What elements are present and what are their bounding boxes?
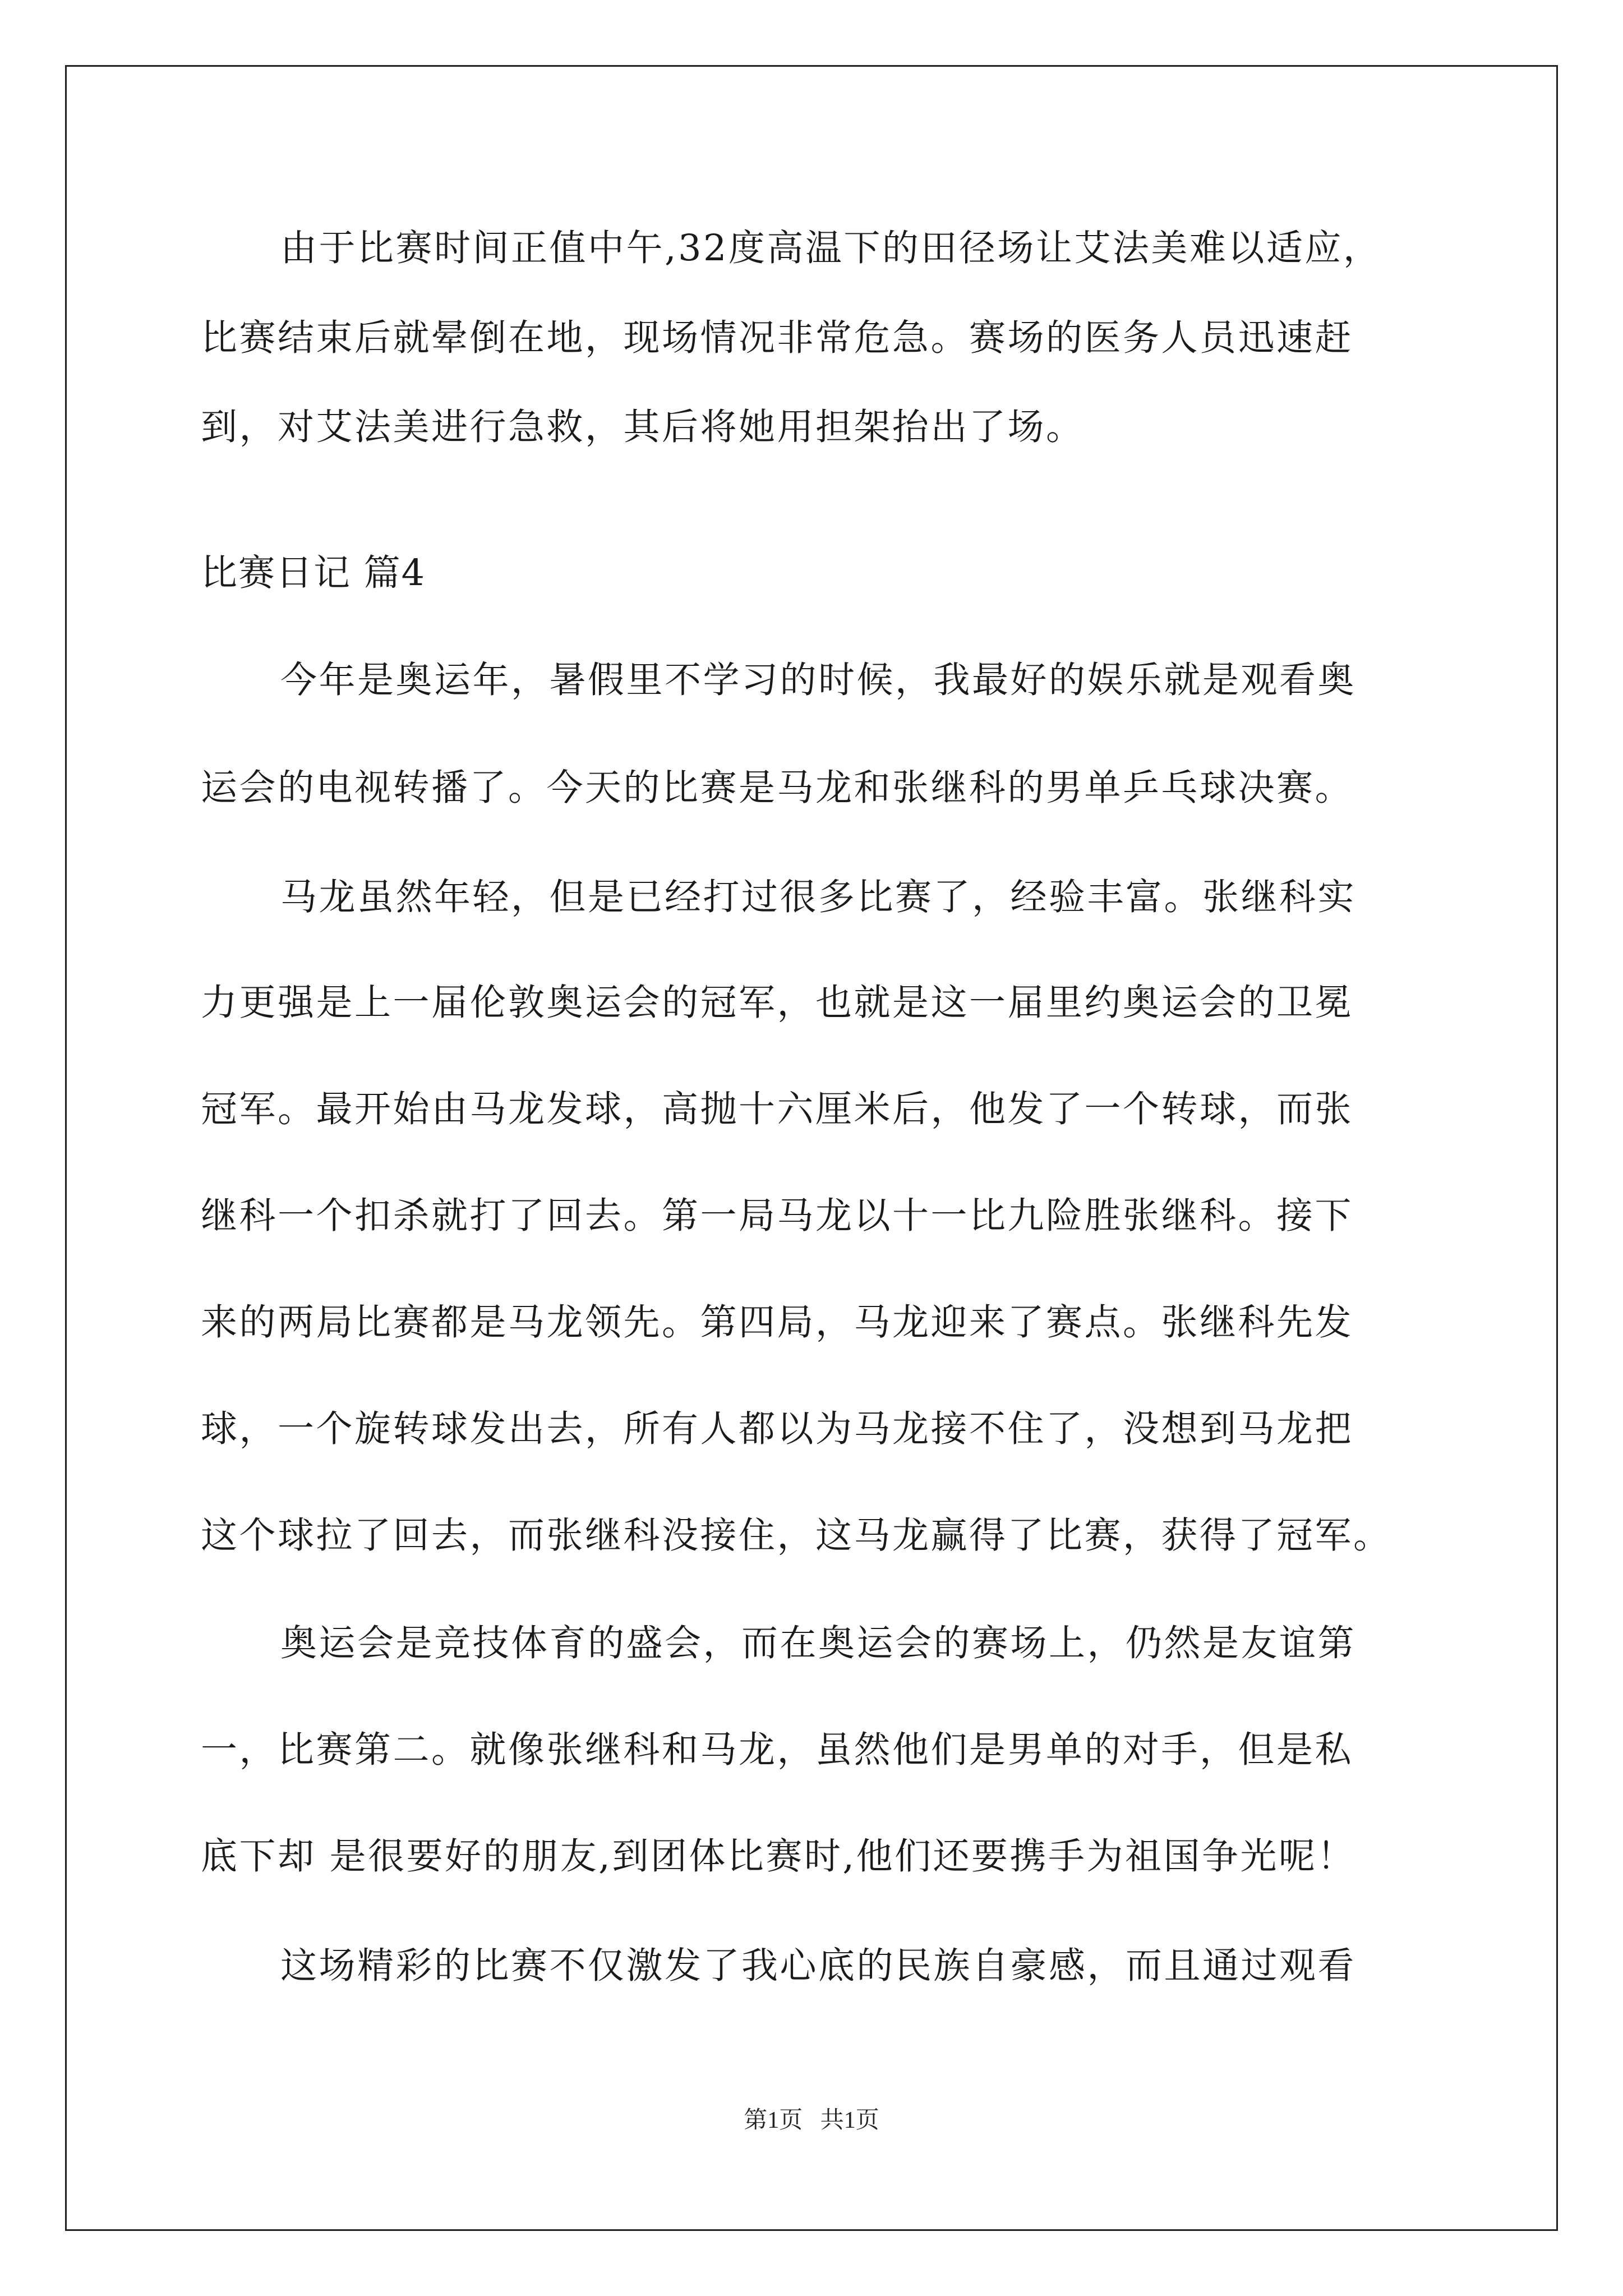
page-border (65, 65, 1558, 2231)
paragraph-line: 球，一个旋转球发出去，所有人都以为马龙接不住了，没想到马龙把 (201, 1408, 1354, 1450)
section-heading: 比赛日记 篇4 (201, 552, 426, 594)
paragraph-line: 继科一个扣杀就打了回去。第一局马龙以十一比九险胜张继科。接下 (201, 1195, 1354, 1237)
paragraph-line: 这个球拉了回去，而张继科没接住，这马龙赢得了比赛，获得了冠军。 (201, 1515, 1392, 1557)
paragraph-line: 今年是奥运年，暑假里不学习的时候，我最好的娱乐就是观看奥 (280, 659, 1357, 701)
paragraph-line: 力更强是上一届伦敦奥运会的冠军，也就是这一届里约奥运会的卫冕 (201, 982, 1354, 1024)
paragraph-line: 由于比赛时间正值中午,32度高温下的田径场让艾法美难以适应， (280, 227, 1382, 269)
paragraph-line: 底下却 是很要好的朋友,到团体比赛时,他们还要携手为祖国争光呢！ (201, 1835, 1355, 1878)
paragraph-line: 比赛结束后就晕倒在地，现场情况非常危急。赛场的医务人员迅速赶 (201, 317, 1354, 359)
paragraph-line: 运会的电视转播了。今天的比赛是马龙和张继科的男单乒乓球决赛。 (201, 767, 1354, 809)
paragraph-line: 一，比赛第二。就像张继科和马龙，虽然他们是男单的对手，但是私 (201, 1729, 1354, 1771)
paragraph-line: 到，对艾法美进行急救，其后将她用担架抬出了场。 (201, 406, 1085, 448)
paragraph-line: 奥运会是竞技体育的盛会，而在奥运会的赛场上，仍然是友谊第 (280, 1622, 1357, 1664)
paragraph-line: 马龙虽然年轻，但是已经打过很多比赛了，经验丰富。张继科实 (280, 876, 1357, 918)
paragraph-line: 这场精彩的比赛不仅激发了我心底的民族自豪感，而且通过观看 (280, 1945, 1357, 1987)
paragraph-line: 冠军。最开始由马龙发球，高抛十六厘米后，他发了一个转球，而张 (201, 1088, 1354, 1130)
paragraph-line: 来的两局比赛都是马龙领先。第四局，马龙迎来了赛点。张继科先发 (201, 1301, 1354, 1343)
page-footer: 第1页 共1页 (744, 2108, 879, 2133)
